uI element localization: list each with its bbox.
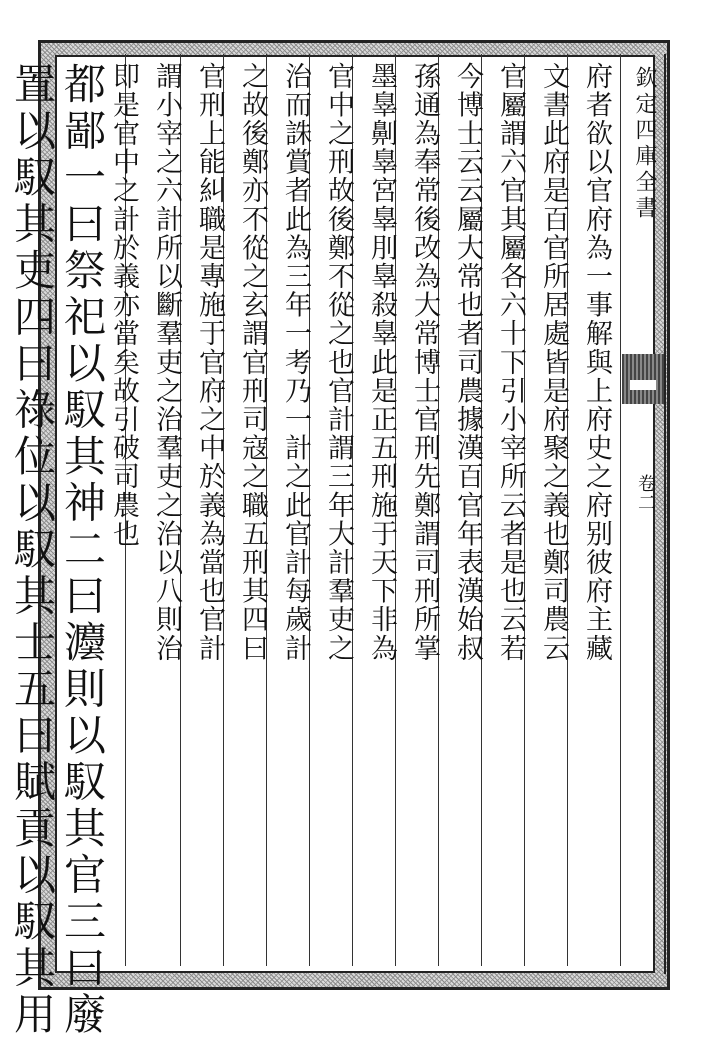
text-column: 府者欲以官府為一事解與上府史之府别彼府主藏 (581, 62, 612, 663)
column-rule (620, 54, 621, 966)
text-column: 文書此府是百官所居處皆是府聚之義也鄭司農云 (538, 62, 569, 663)
text-column: 官屬謂六官其屬各六十下引小宰所云者是也云若 (495, 62, 526, 663)
text-column: 墨辠劓辠宮辠刖辠殺辠此是正五刑施于天下非為 (366, 62, 397, 663)
text-column: 孫通為奉常後改為大常博士官刑先鄭謂司刑所掌 (409, 62, 440, 663)
title-strip (622, 54, 664, 974)
fish-tail-ornament (622, 354, 664, 404)
text-column: 之故後鄭亦不從之玄謂官刑司寇之職五刑其四曰 (237, 62, 268, 663)
main-text-column: 都鄙一曰祭祀以馭其神二曰灋則以馭其官三曰廢 (58, 62, 107, 1039)
text-column: 官中之刑故後鄭不從之也官計謂三年大計羣吏之 (323, 62, 354, 663)
text-column: 謂小宰之六計所以斷羣吏之治羣吏之治以八則治 (151, 62, 182, 663)
book-title: 欽定四庫全書 (632, 66, 657, 222)
text-column: 治而誅賞者此為三年一考乃一計之此官計每歲計 (280, 62, 311, 663)
volume-label: 卷二 (635, 474, 656, 512)
text-column: 即是官中之計於義亦當矣故引破司農也 (108, 62, 139, 549)
main-text-column: 置以馭其吏四曰祿位以馭其士五曰賦貢以馭其用 (8, 62, 57, 1039)
title-strip-rule (664, 54, 666, 974)
text-column: 官刑上能糾職是專施于官府之中於義為當也官計 (194, 62, 225, 663)
text-column: 今博士云云屬大常也者司農據漢百官年表漢始叔 (452, 62, 483, 663)
